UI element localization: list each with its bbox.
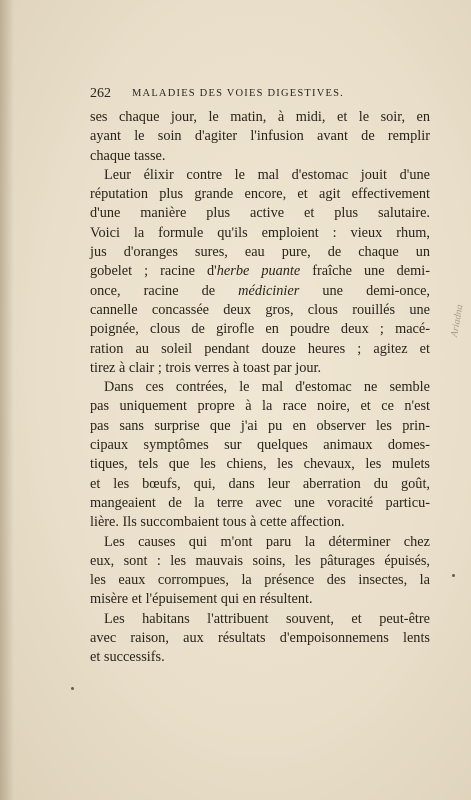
text-line: les eaux corrompues, la présence des insectes, la <box>90 572 430 589</box>
text-line: poignée, clous de girofle en poudre deux ; macé- <box>90 321 430 338</box>
text-line: lière. Ils succombaient tous à cette affection. <box>90 514 345 531</box>
text-line: tiques, tels que les chiens, les chevaux, les mulets <box>90 456 430 473</box>
text-line: et successifs. <box>90 649 165 666</box>
text-line: eux, sont : les mauvais soins, les pâturages épuisés, <box>90 552 430 569</box>
text-line: réputation plus grande encore, et agit effectivement <box>90 186 430 203</box>
italic-term: herbe puante <box>216 263 301 280</box>
text-line: avec raison, aux résultats d'empoisonnemens lents <box>90 630 430 647</box>
text-line: d'une manière plus active et plus salutaire. <box>90 205 430 222</box>
ink-speck <box>452 574 455 577</box>
text-line: chaque tasse. <box>90 147 166 164</box>
text-line: Les causes qui m'ont paru la déterminer chez <box>104 533 430 550</box>
text-line: once, racine de médicinier une demi-once, <box>90 282 430 299</box>
page-number: 262 <box>90 86 111 101</box>
running-head <box>90 86 430 104</box>
text-line: misère et l'épuisement qui en résultent. <box>90 591 313 608</box>
italic-term: médicinier <box>238 282 300 299</box>
text-line: pas uniquement propre à la race noire, et ce n'est <box>90 398 430 415</box>
running-title: MALADIES DES VOIES DIGESTIVES. <box>132 88 344 99</box>
text-line: ses chaque jour, le matin, à midi, et le soir, en <box>90 109 430 125</box>
text-line: tirez à clair ; trois verres à toast par jour. <box>90 359 322 376</box>
text-line: Dans ces contrées, le mal d'estomac ne semble <box>104 379 430 396</box>
text-line: Voici la formule qu'ils emploient : vieux rhum, <box>90 224 430 241</box>
text-line: jus d'oranges sures, eau pure, de chaque un <box>90 244 430 261</box>
text-line: ration au soleil pendant douze heures ; agitez et <box>90 340 430 357</box>
body-text <box>90 108 430 668</box>
text-line: pas sans surprise que j'ai pu en observer les prin- <box>90 417 430 434</box>
text-line: cannelle concassée deux gros, clous rouillés une <box>90 301 430 318</box>
text-line: gobelet ; racine d'herbe puante fraîche une demi- <box>90 263 430 280</box>
spine-shadow <box>0 0 14 800</box>
text-line: et les bœufs, qui, dans leur aberration du goût, <box>90 475 430 492</box>
text-line: ayant le soin d'agiter l'infusion avant de remplir <box>90 128 430 145</box>
text-line: cipaux symptômes sur quelques animaux domes- <box>90 437 430 454</box>
margin-annotation: Ariadna <box>449 303 466 338</box>
ink-speck <box>71 687 74 690</box>
text-line: Les habitans l'attribuent souvent, et peut-être <box>104 610 430 627</box>
text-line: mangeaient de la terre avec une voracité particu- <box>90 494 430 511</box>
text-line: Leur élixir contre le mal d'estomac jouit d'une <box>104 166 430 183</box>
